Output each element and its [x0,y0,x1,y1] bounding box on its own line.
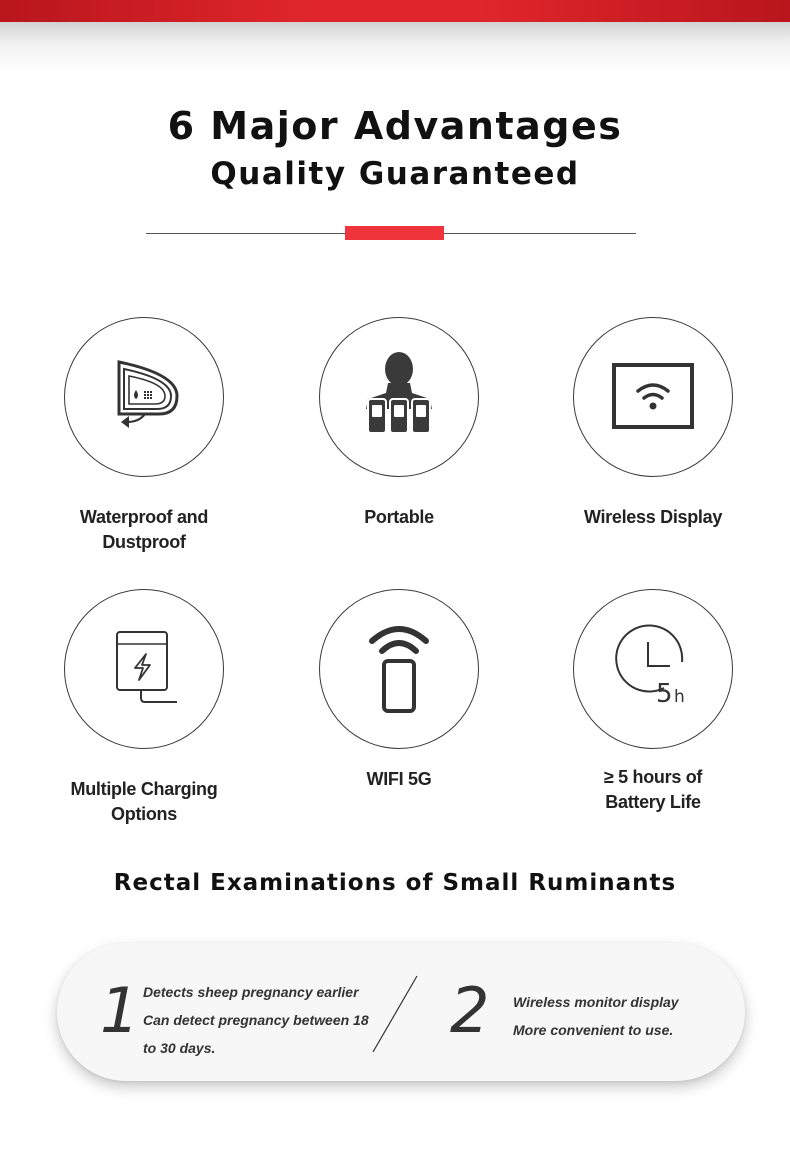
feature-label: Multiple Charging Options [70,779,218,824]
title-divider-accent [345,226,444,240]
feature-label: Portable [364,507,434,527]
battery-clock-icon [608,624,698,714]
feature-label: WIFI 5G [366,769,432,789]
battery-hours-number: 5 [656,679,673,709]
feature-label: Wireless Display [583,507,723,527]
section-heading: Rectal Examinations of Small Ruminants [113,870,677,896]
charging-icon [99,624,189,714]
point-text: Wireless monitor display More convenient to use. [513,994,679,1038]
wireless-display-icon [608,357,698,437]
feature-circle [64,589,224,749]
feature-circle [319,589,479,749]
top-shadow [0,22,790,72]
feature-label: Waterproof and Dustproof [79,507,209,552]
feature-label: ≥ 5 hours of Battery Life [603,767,703,812]
feature-circle [573,589,733,749]
point-number: 2 [450,974,490,1047]
points-divider [370,975,420,1053]
point-text: Detects sheep pregnancy earlier Can detect pregnancy between 18 to 30 days. [143,984,369,1056]
waterproof-icon [99,352,189,442]
feature-circle [64,317,224,477]
top-accent-bar [0,0,790,22]
page-subtitle: Quality Guaranteed [210,156,580,192]
portable-icon [354,347,444,447]
point-number: 1 [100,974,140,1047]
page-title: 6 Major Advantages [167,104,623,148]
feature-circle [319,317,479,477]
battery-hours-unit: h [674,687,685,707]
wifi-remote-icon [354,619,444,719]
feature-circle [573,317,733,477]
